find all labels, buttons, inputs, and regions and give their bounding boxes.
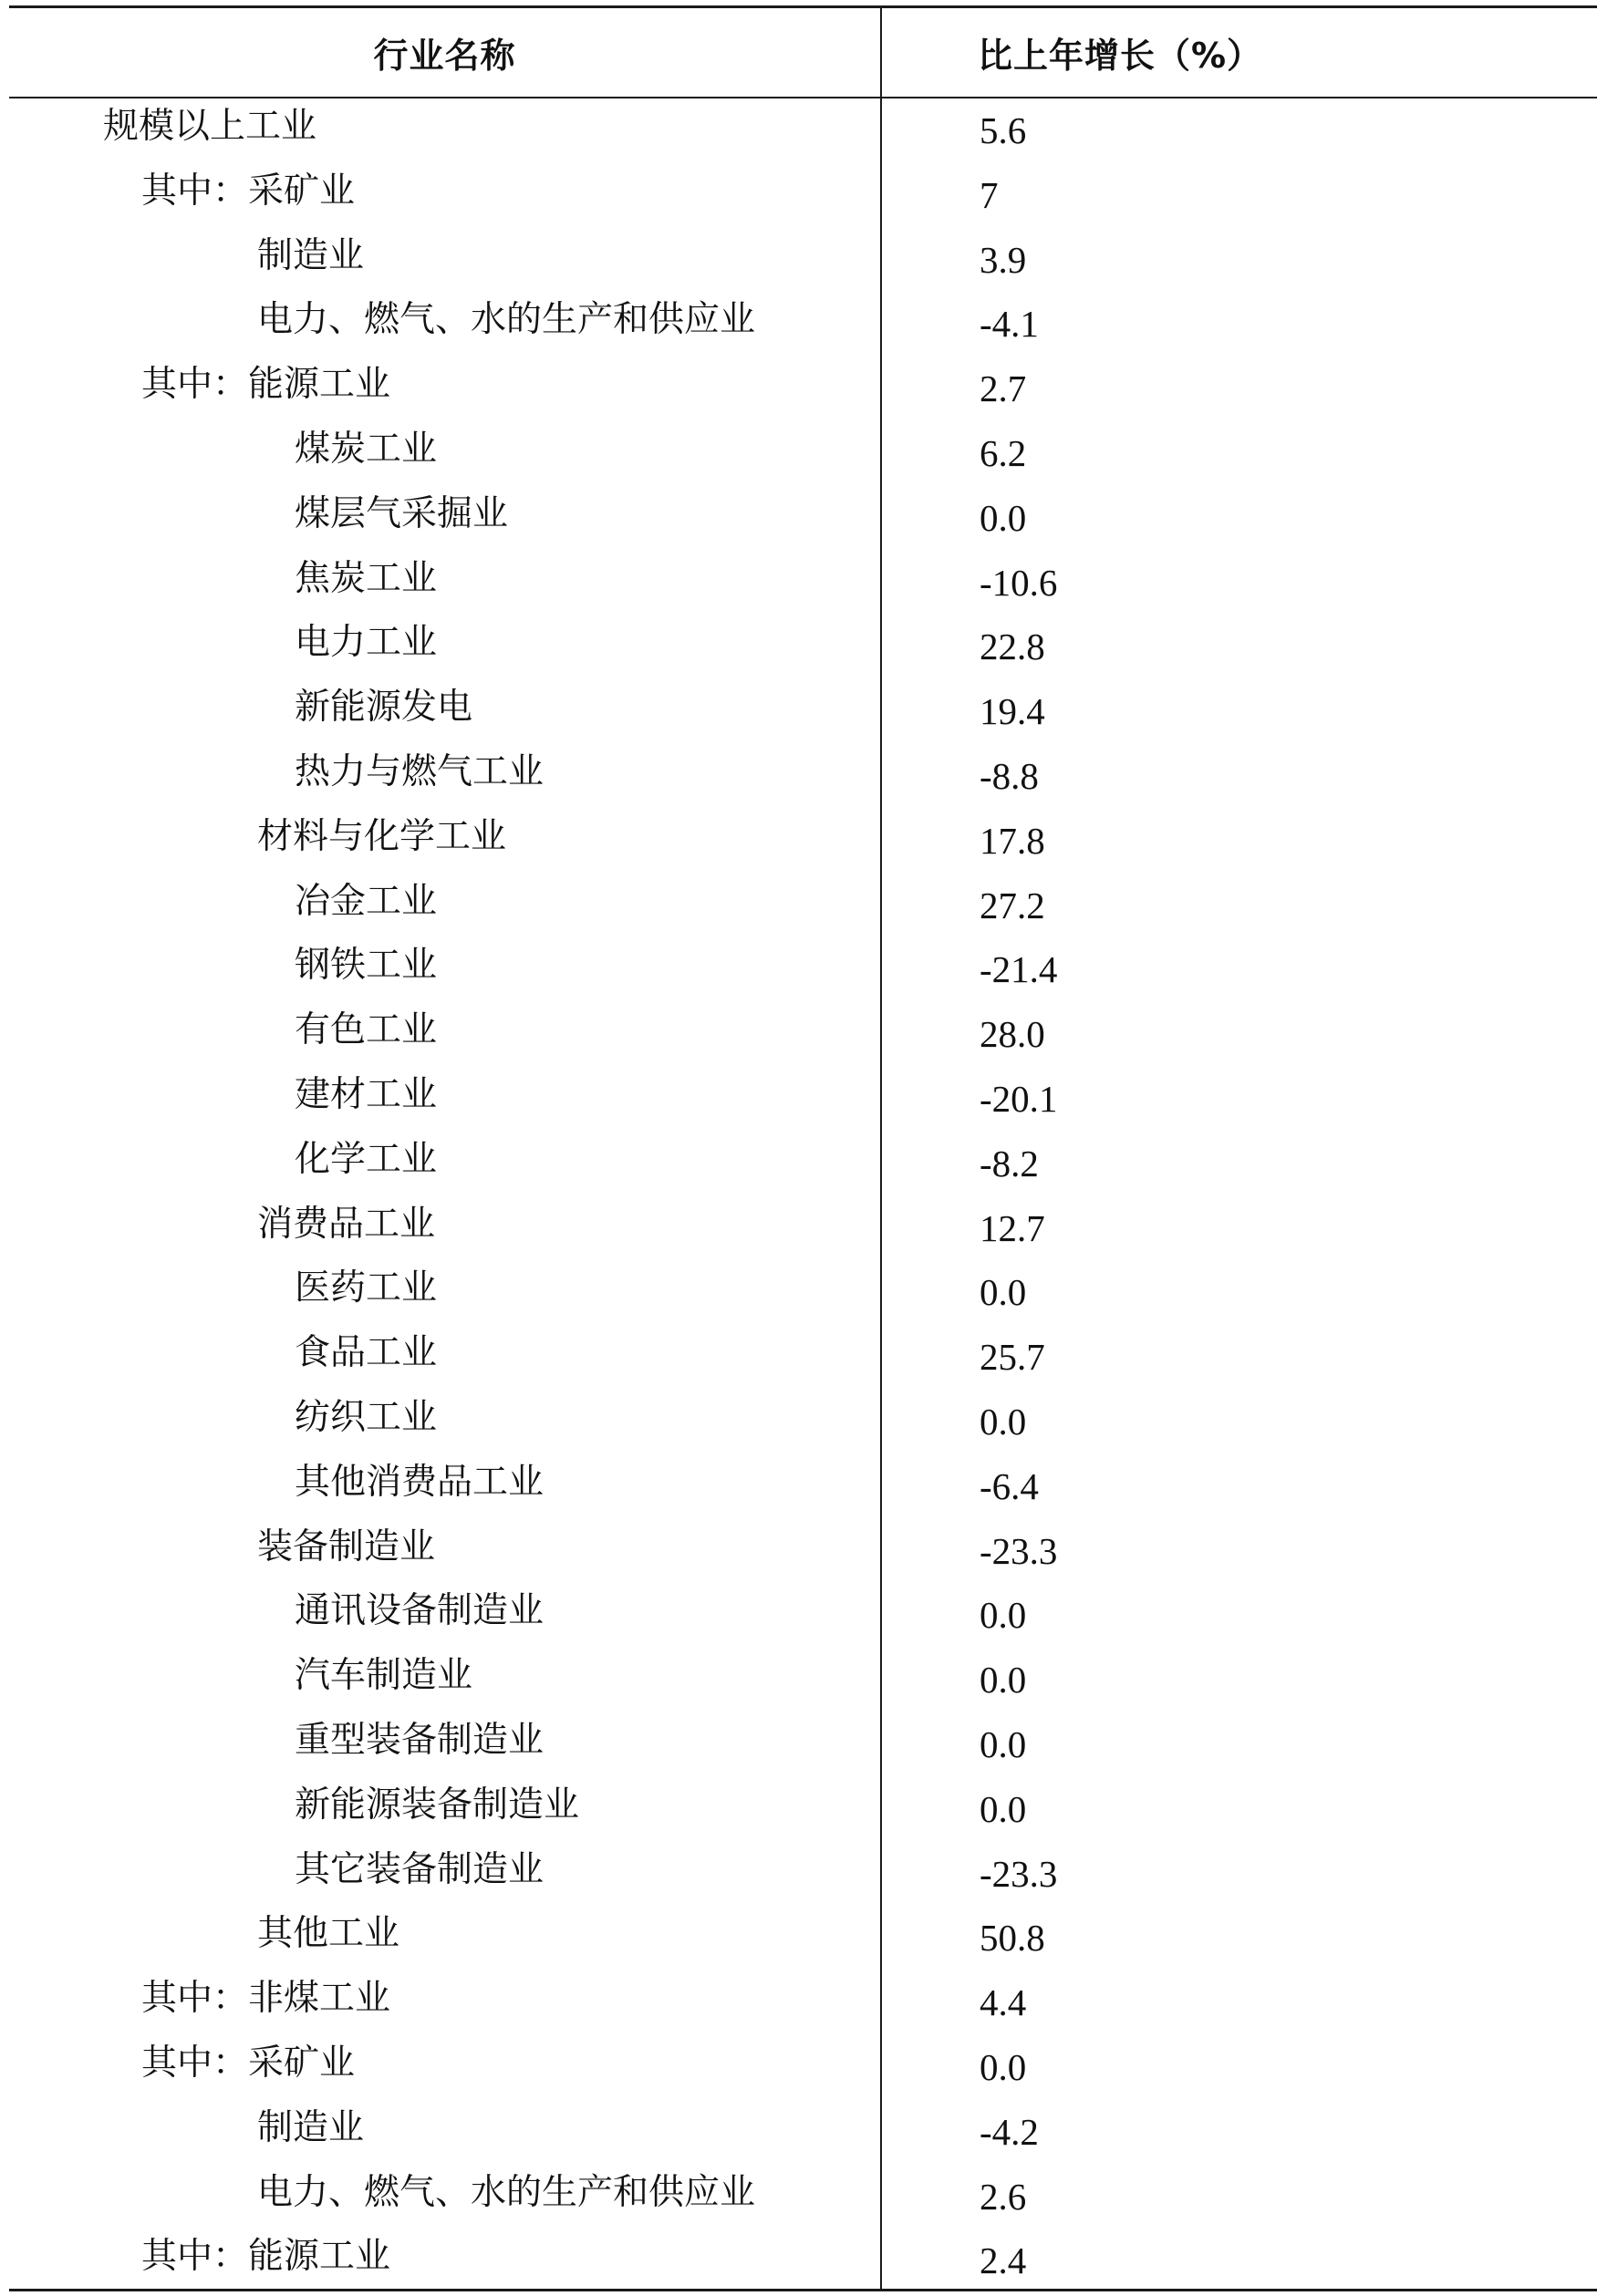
industry-name-cell: 其他消费品工业	[295, 1461, 544, 1503]
growth-value-cell: 0.0	[980, 1271, 1027, 1314]
growth-value-cell: -4.1	[980, 303, 1039, 346]
growth-value-cell: 28.0	[980, 1013, 1045, 1056]
industry-name-cell: 其中：采矿业	[141, 2042, 356, 2084]
industry-name-cell: 有色工业	[295, 1009, 438, 1051]
growth-value-cell: -23.3	[980, 1529, 1058, 1572]
industry-name-cell: 其中：非煤工业	[141, 1978, 391, 2020]
table-row	[0, 551, 1597, 615]
table-row	[0, 1132, 1597, 1196]
growth-value-cell: 17.8	[980, 819, 1045, 862]
growth-value-cell: 2.7	[980, 367, 1027, 410]
table-row	[0, 2165, 1597, 2229]
table-row	[0, 1648, 1597, 1712]
table-row	[0, 486, 1597, 551]
growth-value-cell: 4.4	[980, 1981, 1027, 2024]
growth-value-cell: 2.4	[980, 2239, 1027, 2282]
growth-value-cell: 19.4	[980, 690, 1045, 733]
industry-name-cell: 热力与燃气工业	[295, 750, 544, 792]
table-row	[0, 679, 1597, 744]
growth-value-cell: -6.4	[980, 1464, 1039, 1507]
growth-value-cell: 25.7	[980, 1336, 1045, 1379]
growth-value-cell: 5.6	[980, 109, 1027, 151]
industry-name-cell: 规模以上工业	[103, 106, 317, 147]
growth-value-cell: -8.8	[980, 754, 1039, 797]
table-row	[0, 744, 1597, 809]
growth-value-cell: 0.0	[980, 2045, 1027, 2088]
table-row	[0, 2229, 1597, 2293]
growth-value-cell: 7	[980, 173, 999, 216]
table-row	[0, 1067, 1597, 1132]
table-row	[0, 1002, 1597, 1067]
table-row	[0, 809, 1597, 874]
industry-name-cell: 汽车制造业	[295, 1655, 473, 1697]
growth-value-cell: -23.3	[980, 1852, 1058, 1895]
growth-value-cell: 0.0	[980, 1722, 1027, 1765]
column-header-industry-name: 行业名称	[373, 35, 516, 76]
table-row	[0, 615, 1597, 679]
growth-value-cell: 0.0	[980, 1594, 1027, 1637]
table-row	[0, 1906, 1597, 1970]
industry-name-cell: 电力、燃气、水的生产和供应业	[257, 2171, 756, 2213]
industry-name-cell: 医药工业	[295, 1267, 438, 1309]
industry-name-cell: 煤炭工业	[295, 428, 438, 470]
industry-name-cell: 纺织工业	[295, 1396, 438, 1438]
table-body	[0, 98, 1597, 2293]
table-row	[0, 1712, 1597, 1777]
industry-name-cell: 其他工业	[257, 1913, 400, 1955]
table-row	[0, 1390, 1597, 1454]
industry-name-cell: 重型装备制造业	[295, 1719, 544, 1761]
table-row	[0, 1583, 1597, 1648]
industry-name-cell: 材料与化学工业	[257, 815, 507, 857]
column-header-growth-rate: 比上年增长（%）	[977, 35, 1263, 76]
industry-name-cell: 装备制造业	[257, 1525, 436, 1567]
growth-value-cell: -20.1	[980, 1077, 1058, 1120]
table-row	[0, 228, 1597, 293]
industry-name-cell: 通讯设备制造业	[295, 1590, 544, 1632]
industry-name-cell: 焦炭工业	[295, 557, 438, 599]
growth-value-cell: 50.8	[980, 1917, 1045, 1960]
table-row	[0, 1970, 1597, 2035]
growth-value-cell: 2.6	[980, 2175, 1027, 2218]
table-row	[0, 874, 1597, 938]
growth-value-cell: -4.2	[980, 2110, 1039, 2153]
table-row	[0, 2100, 1597, 2165]
industry-name-cell: 其中：能源工业	[141, 2236, 391, 2278]
table-row	[0, 937, 1597, 1002]
table-row	[0, 1777, 1597, 1842]
industry-name-cell: 制造业	[257, 234, 365, 276]
growth-value-cell: 0.0	[980, 496, 1027, 539]
growth-value-cell: 0.0	[980, 1787, 1027, 1830]
growth-value-cell: 27.2	[980, 884, 1045, 926]
industry-name-cell: 化学工业	[295, 1138, 438, 1180]
table-row	[0, 1325, 1597, 1390]
industry-name-cell: 其它装备制造业	[295, 1848, 544, 1890]
industry-name-cell: 消费品工业	[257, 1203, 436, 1245]
industry-name-cell: 其中：采矿业	[141, 170, 356, 212]
table-row	[0, 1260, 1597, 1325]
growth-value-cell: 0.0	[980, 1400, 1027, 1443]
table-row	[0, 1519, 1597, 1584]
growth-value-cell: 22.8	[980, 626, 1045, 668]
growth-value-cell: -8.2	[980, 1142, 1039, 1184]
industry-name-cell: 食品工业	[295, 1332, 438, 1374]
industry-name-cell: 钢铁工业	[295, 945, 438, 987]
industry-name-cell: 电力工业	[295, 622, 438, 664]
table-row	[0, 1842, 1597, 1907]
table-row	[0, 1454, 1597, 1519]
table-row	[0, 1196, 1597, 1261]
industry-name-cell: 电力、燃气、水的生产和供应业	[257, 299, 756, 341]
table-row	[0, 2035, 1597, 2100]
industry-name-cell: 煤层气采掘业	[295, 492, 509, 534]
growth-value-cell: -21.4	[980, 948, 1058, 991]
industry-name-cell: 新能源发电	[295, 687, 473, 729]
growth-value-cell: 3.9	[980, 238, 1027, 281]
table-row	[0, 421, 1597, 486]
table-row	[0, 98, 1597, 163]
industry-name-cell: 制造业	[257, 2106, 365, 2148]
growth-value-cell: 12.7	[980, 1206, 1045, 1249]
growth-value-cell: -10.6	[980, 561, 1058, 604]
table-row	[0, 357, 1597, 421]
table-row	[0, 163, 1597, 228]
industry-name-cell: 新能源装备制造业	[295, 1784, 580, 1825]
industry-name-cell: 其中：能源工业	[141, 364, 391, 406]
table-row	[0, 292, 1597, 357]
growth-value-cell: 0.0	[980, 1659, 1027, 1701]
industry-name-cell: 冶金工业	[295, 880, 438, 922]
growth-value-cell: 6.2	[980, 431, 1027, 474]
industry-name-cell: 建材工业	[295, 1073, 438, 1115]
